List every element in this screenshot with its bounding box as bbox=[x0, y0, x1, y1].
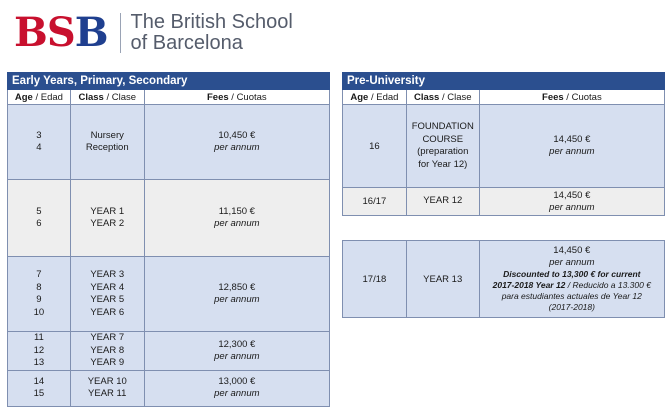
age-cell: 16/17 bbox=[343, 188, 407, 216]
class-cell: Nursery Reception bbox=[70, 105, 144, 180]
table-title: Pre-University bbox=[343, 73, 665, 90]
table-row bbox=[8, 370, 330, 406]
table-title: Early Years, Primary, Secondary bbox=[8, 73, 330, 90]
class-cell: YEAR 13 bbox=[406, 241, 479, 318]
fee-cell: 11,150 € per annum bbox=[144, 180, 329, 257]
age-cell: 7 8 9 10 bbox=[8, 257, 71, 332]
school-logo bbox=[14, 10, 293, 56]
table-row bbox=[343, 105, 665, 188]
table-row bbox=[8, 257, 330, 332]
fee-cell: 14,450 € per annum bbox=[479, 105, 664, 188]
fee-cell: 10,450 € per annum bbox=[144, 105, 329, 180]
bsb-logo-mark bbox=[14, 9, 108, 56]
table-row bbox=[8, 105, 330, 180]
fee-cell: 13,000 € per annum bbox=[144, 370, 329, 406]
school-name bbox=[131, 12, 293, 54]
table-row bbox=[343, 188, 665, 216]
fees-table-pre-university bbox=[342, 72, 665, 216]
age-cell: 3 4 bbox=[8, 105, 71, 180]
logo-divider bbox=[120, 13, 121, 53]
age-cell: 5 6 bbox=[8, 180, 71, 257]
fee-cell: 14,450 € per annum Discounted to 13,300 € for current 2017-2018 Year 12 / Reducido a 13.300 € para estudiantes actuales de Year 12 (2017-2018) bbox=[479, 241, 664, 318]
fee-cell: 12,300 € per annum bbox=[144, 332, 329, 371]
discount-note: (2017-2018) bbox=[548, 302, 595, 312]
table-row bbox=[343, 241, 665, 318]
fee-cell: 12,850 € per annum bbox=[144, 257, 329, 332]
class-cell: YEAR 12 bbox=[406, 188, 479, 216]
age-cell: 11 12 13 bbox=[8, 332, 71, 371]
age-cell: 16 bbox=[343, 105, 407, 188]
age-cell: 14 15 bbox=[8, 370, 71, 406]
col-header-fees: Fees / Cuotas bbox=[144, 90, 329, 105]
school-name-line1: The British School bbox=[130, 11, 293, 33]
discount-note: 2017-2018 Year 12 / Reducido a 13.300 € bbox=[492, 280, 651, 290]
class-cell: YEAR 10 YEAR 11 bbox=[70, 370, 144, 406]
discount-note: Discounted to 13,300 € for current bbox=[503, 269, 641, 279]
class-cell: FOUNDATION COURSE (preparation for Year 12) bbox=[406, 105, 479, 188]
logo-letter-b-second: B bbox=[74, 9, 108, 56]
school-name-line2: of Barcelona bbox=[130, 32, 243, 54]
fees-table-year13 bbox=[342, 240, 665, 318]
col-header-age: Age / Edad bbox=[343, 90, 407, 105]
age-cell: 17/18 bbox=[343, 241, 407, 318]
col-header-age: Age / Edad bbox=[8, 90, 71, 105]
fee-cell: 14,450 € per annum bbox=[479, 188, 664, 216]
col-header-fees: Fees / Cuotas bbox=[479, 90, 664, 105]
fees-table-early-primary-secondary bbox=[7, 72, 330, 407]
class-cell: YEAR 7 YEAR 8 YEAR 9 bbox=[70, 332, 144, 371]
table-row bbox=[8, 332, 330, 371]
class-cell: YEAR 3 YEAR 4 YEAR 5 YEAR 6 bbox=[70, 257, 144, 332]
col-header-class: Class / Clase bbox=[406, 90, 479, 105]
col-header-class: Class / Clase bbox=[70, 90, 144, 105]
discount-note: para estudiantes actuales de Year 12 bbox=[501, 291, 642, 301]
class-cell: YEAR 1 YEAR 2 bbox=[70, 180, 144, 257]
table-row bbox=[8, 180, 330, 257]
logo-letter-b: B bbox=[14, 9, 47, 56]
logo-letter-s: S bbox=[46, 9, 75, 56]
